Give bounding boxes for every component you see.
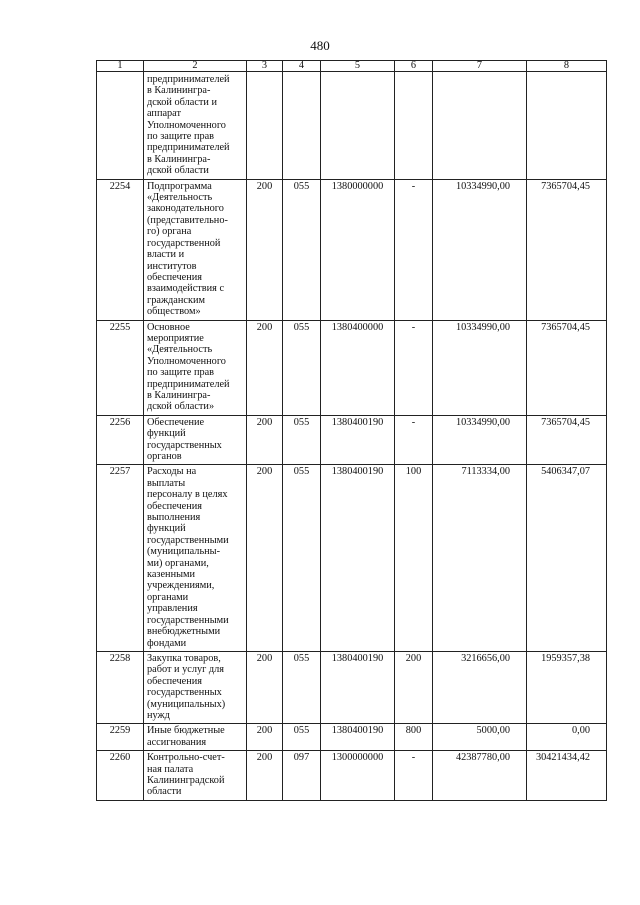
row-col3: 200	[247, 651, 283, 723]
row-col6: -	[395, 320, 433, 415]
row-col5: 1380400190	[321, 651, 395, 723]
column-header: 1	[97, 61, 144, 72]
row-number: 2255	[97, 320, 144, 415]
row-col7: 10334990,00	[433, 179, 527, 320]
row-number: 2257	[97, 465, 144, 652]
page-number: 480	[310, 38, 330, 53]
row-col4: 055	[283, 465, 321, 652]
row-col5: 1380400000	[321, 320, 395, 415]
row-col7: 5000,00	[433, 724, 527, 751]
row-name: Основное мероприятие «Деятельность Уполномоченного по защите прав предпринимателей в Калинингра- дской области»	[144, 320, 247, 415]
row-col3: 200	[247, 179, 283, 320]
row-col6: -	[395, 179, 433, 320]
table-row	[97, 651, 607, 723]
table-row	[97, 724, 607, 751]
row-name: Расходы на выплаты персоналу в целях обеспечения выполнения функций государственными (муниципальны- ми) органами, казенными учреждениями, органами управления государственными внебюджетными фондами	[144, 465, 247, 652]
row-number	[97, 72, 144, 180]
row-col5: 1380400190	[321, 465, 395, 652]
table-row	[97, 465, 607, 652]
table-row-continuation	[97, 72, 607, 180]
table-row	[97, 179, 607, 320]
row-number: 2254	[97, 179, 144, 320]
table-row	[97, 320, 607, 415]
column-header: 8	[527, 61, 607, 72]
row-name: Обеспечение функций государственных органов	[144, 415, 247, 465]
row-col8: 7365704,45	[527, 415, 607, 465]
row-col3: 200	[247, 724, 283, 751]
row-col3: 200	[247, 465, 283, 652]
row-name: предпринимателей в Калинингра- дской области и аппарат Уполномоченного по защите прав предпринимателей в Калинингра- дской области	[144, 72, 247, 180]
column-header: 3	[247, 61, 283, 72]
row-col6: 100	[395, 465, 433, 652]
row-col8: 1959357,38	[527, 651, 607, 723]
column-header: 4	[283, 61, 321, 72]
row-col8: 7365704,45	[527, 179, 607, 320]
row-col4: 055	[283, 651, 321, 723]
row-col5: 1300000000	[321, 751, 395, 801]
row-col6: 800	[395, 724, 433, 751]
row-col7: 3216656,00	[433, 651, 527, 723]
column-header: 2	[144, 61, 247, 72]
row-col4: 055	[283, 320, 321, 415]
row-col8: 0,00	[527, 724, 607, 751]
row-col4: 055	[283, 179, 321, 320]
row-col4: 055	[283, 415, 321, 465]
row-col8: 5406347,07	[527, 465, 607, 652]
row-col6: -	[395, 415, 433, 465]
budget-table	[96, 60, 607, 801]
row-name: Подпрограмма «Деятельность законодательного (представительно- го) органа государственной власти и институтов обеспечения взаимодействия с гражданским обществом»	[144, 179, 247, 320]
row-col7: 10334990,00	[433, 415, 527, 465]
row-col5: 1380400190	[321, 415, 395, 465]
row-col7: 7113334,00	[433, 465, 527, 652]
row-col6: 200	[395, 651, 433, 723]
row-col7: 10334990,00	[433, 320, 527, 415]
column-header: 6	[395, 61, 433, 72]
header-row	[97, 61, 607, 72]
row-name: Контрольно-счет- ная палата Калининградской области	[144, 751, 247, 801]
row-col7: 42387780,00	[433, 751, 527, 801]
row-col8: 30421434,42	[527, 751, 607, 801]
table-row	[97, 751, 607, 801]
row-col3: 200	[247, 751, 283, 801]
row-number: 2258	[97, 651, 144, 723]
row-col5: 1380000000	[321, 179, 395, 320]
row-number: 2260	[97, 751, 144, 801]
row-name: Иные бюджетные ассигнования	[144, 724, 247, 751]
row-col3: 200	[247, 320, 283, 415]
row-col4: 055	[283, 724, 321, 751]
row-name: Закупка товаров, работ и услуг для обеспечения государственных (муниципальных) нужд	[144, 651, 247, 723]
row-col5: 1380400190	[321, 724, 395, 751]
row-col6: -	[395, 751, 433, 801]
table-row	[97, 415, 607, 465]
row-col8: 7365704,45	[527, 320, 607, 415]
column-header: 7	[433, 61, 527, 72]
column-header: 5	[321, 61, 395, 72]
row-col3: 200	[247, 415, 283, 465]
row-col4: 097	[283, 751, 321, 801]
row-number: 2256	[97, 415, 144, 465]
row-number: 2259	[97, 724, 144, 751]
